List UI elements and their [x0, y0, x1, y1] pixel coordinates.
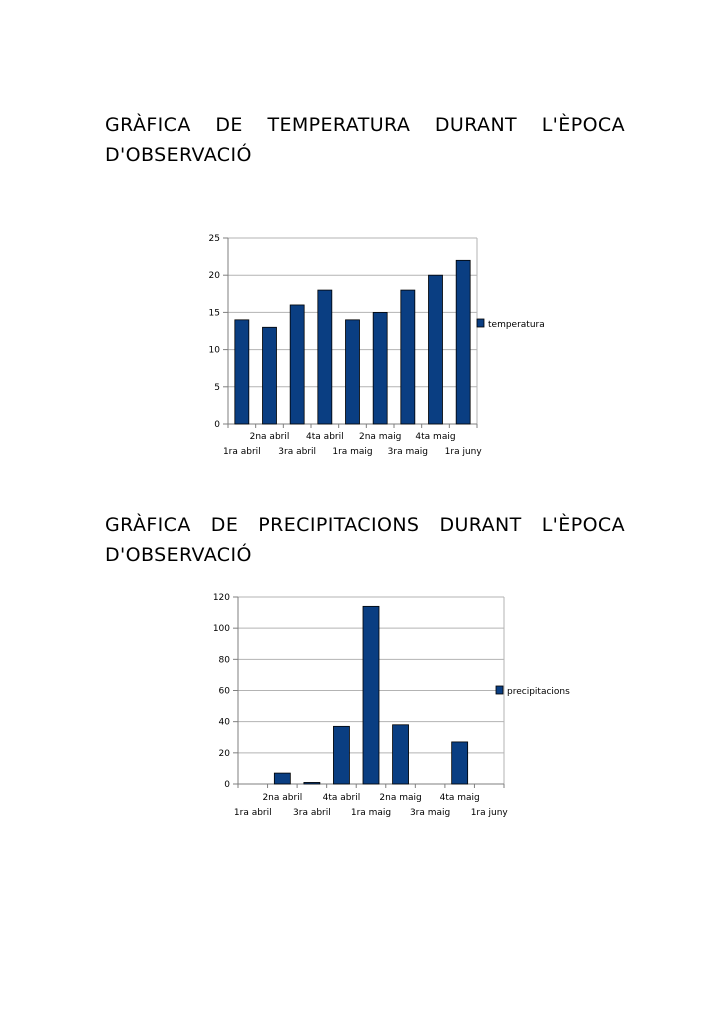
precipitation-bar: [393, 725, 409, 784]
precipitation-bar: [274, 773, 290, 784]
y-tick-label: 120: [212, 593, 230, 603]
y-tick-label: 60: [218, 686, 230, 697]
temperature-bar: [318, 290, 332, 424]
temperature-bar: [235, 320, 249, 424]
x-tick-label: 4ta abril: [306, 432, 344, 442]
temperature-bar: [346, 320, 360, 424]
legend-label: temperatura: [488, 320, 545, 330]
temperature-bar: [373, 312, 387, 424]
y-tick-label: 20: [218, 748, 230, 759]
y-tick-label: 10: [208, 345, 220, 356]
precipitation-bar-chart: [0, 585, 728, 845]
y-tick-label: 25: [208, 234, 220, 244]
y-tick-label: 15: [208, 308, 220, 319]
x-tick-label: 4ta maig: [415, 432, 456, 442]
x-tick-label: 1ra juny: [444, 447, 482, 457]
precipitation-bar: [333, 726, 349, 784]
x-tick-label: 1ra maig: [332, 447, 373, 457]
precipitation-bar: [452, 742, 468, 784]
x-tick-label: 3ra maig: [409, 808, 451, 818]
temperature-bar: [263, 327, 277, 424]
temperature-bar-chart: [0, 220, 728, 480]
temperature-bar: [456, 260, 470, 424]
y-tick-label: 100: [212, 624, 230, 635]
legend-swatch: [477, 319, 484, 327]
temperature-bar: [290, 305, 304, 424]
x-tick-label: 4ta maig: [439, 793, 480, 803]
x-tick-label: 3ra abril: [278, 447, 317, 457]
x-tick-label: 2na abril: [262, 793, 303, 803]
y-tick-label: 20: [208, 271, 220, 282]
y-tick-label: 40: [218, 717, 230, 728]
legend-label: precipitacions: [507, 687, 570, 697]
x-tick-label: 2na maig: [359, 432, 402, 442]
x-tick-label: 4ta abril: [322, 793, 361, 803]
precipitation-chart-heading: GRÀFICA DE PRECIPITACIONS DURANT L'ÈPOCA D'OBSERVACIÓ: [105, 514, 625, 566]
temperature-chart-heading: GRÀFICA DE TEMPERATURA DURANT L'ÈPOCA D'OBSERVACIÓ: [105, 114, 625, 166]
x-tick-label: 1ra maig: [350, 808, 392, 818]
temperature-bar: [401, 290, 415, 424]
legend-swatch: [496, 686, 503, 694]
precipitation-bar: [304, 782, 320, 784]
y-tick-label: 80: [218, 655, 230, 666]
x-tick-label: 2na maig: [379, 793, 422, 803]
x-tick-label: 1ra abril: [233, 808, 272, 818]
x-tick-label: 1ra juny: [470, 808, 508, 818]
x-tick-label: 3ra abril: [293, 808, 331, 818]
x-tick-label: 2na abril: [249, 432, 290, 442]
precipitation-bar: [363, 606, 379, 784]
temperature-bar: [429, 275, 443, 424]
y-tick-label: 0: [214, 420, 220, 430]
y-tick-label: 0: [224, 780, 230, 790]
x-tick-label: 1ra abril: [222, 447, 261, 457]
x-tick-label: 3ra maig: [387, 447, 428, 457]
y-tick-label: 5: [214, 382, 220, 393]
